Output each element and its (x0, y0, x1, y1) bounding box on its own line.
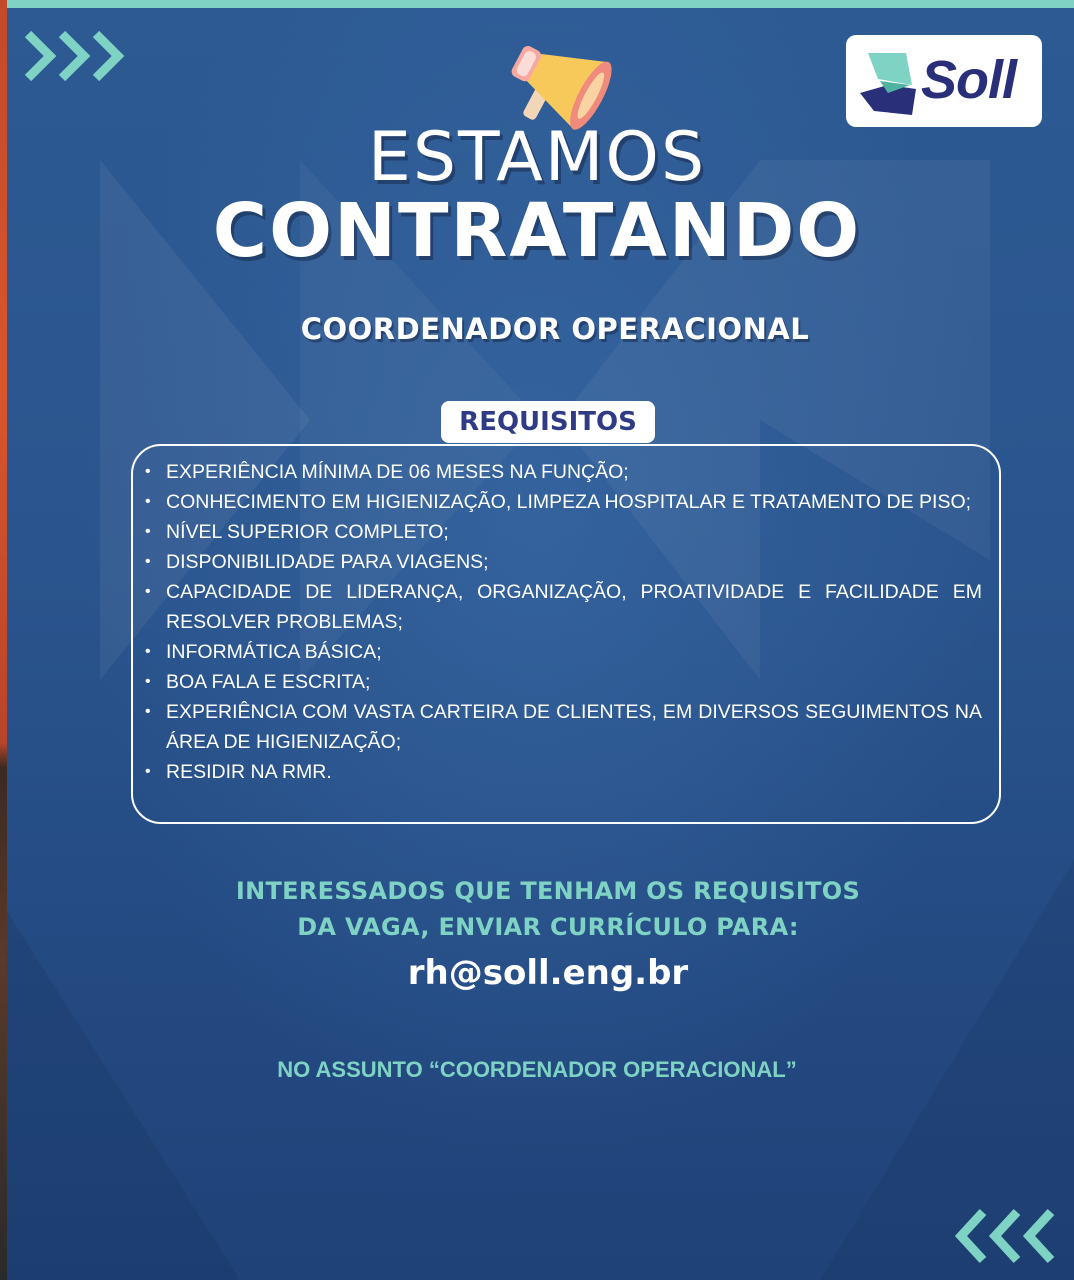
requirements-label: REQUISITOS (441, 401, 655, 443)
cta-line-2: DA VAGA, ENVIAR CURRÍCULO PARA: (297, 913, 799, 941)
company-logo (846, 35, 1042, 127)
requirement-item: • EXPERIÊNCIA MÍNIMA DE 06 MESES NA FUNÇÃO; (142, 457, 982, 487)
requirement-item: • EXPERIÊNCIA COM VASTA CARTEIRA DE CLIENTES, EM DIVERSOS SEGUIMENTOS NA ÁREA DE HIGIENIZAÇÃO; (142, 697, 982, 757)
title-line-2: CONTRATANDO (212, 188, 862, 274)
logo-text: Soll (921, 50, 1017, 110)
email-subject: NO ASSUNTO “COORDENADOR OPERACIONAL” (277, 1057, 797, 1082)
requirement-item: • RESIDIR NA RMR. (142, 757, 982, 787)
job-title: COORDENADOR OPERACIONAL (300, 312, 810, 346)
chevrons-right-icon (24, 30, 130, 82)
requirement-item: • INFORMÁTICA BÁSICA; (142, 637, 982, 667)
requirement-item: • BOA FALA E ESCRITA; (142, 667, 982, 697)
requirement-item: • CONHECIMENTO EM HIGIENIZAÇÃO, LIMPEZA HOSPITALAR E TRATAMENTO DE PISO; (142, 487, 982, 517)
soll-logo-icon (854, 45, 924, 121)
requirement-item: • NÍVEL SUPERIOR COMPLETO; (142, 517, 982, 547)
cta-line-1: INTERESSADOS QUE TENHAM OS REQUISITOS (235, 877, 861, 905)
requirements-list (142, 457, 982, 787)
requirement-item: • DISPONIBILIDADE PARA VIAGENS; (142, 547, 982, 577)
call-to-action (0, 873, 1074, 945)
contact-email[interactable]: rh@soll.eng.br (407, 953, 689, 993)
chevrons-left-icon (955, 1208, 1061, 1264)
top-accent-bar (0, 0, 1074, 8)
requirement-item: • CAPACIDADE DE LIDERANÇA, ORGANIZAÇÃO, PROATIVIDADE E FACILIDADE EM RESOLVER PROBLEMAS; (142, 577, 982, 637)
title-line-1: ESTAMOS (367, 118, 707, 197)
